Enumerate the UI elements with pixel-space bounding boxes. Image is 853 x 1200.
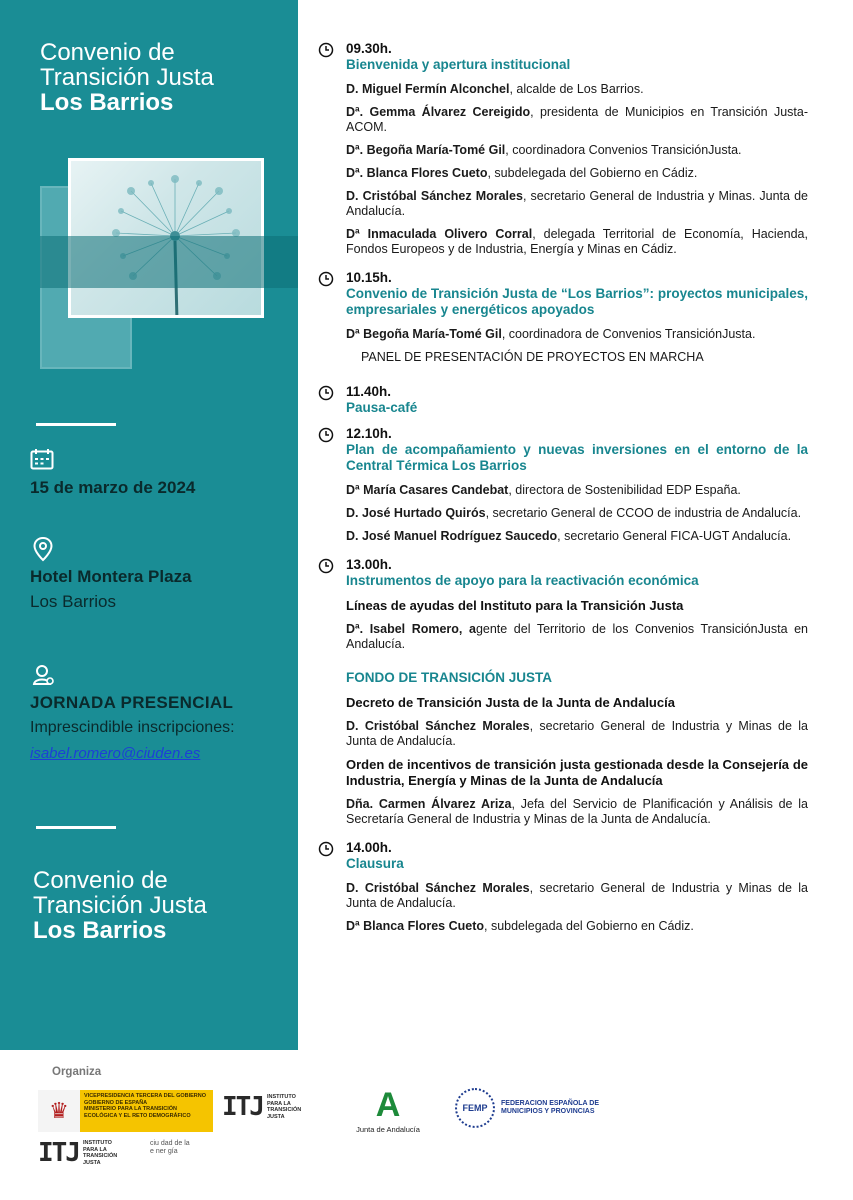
session-time: 13.00h. — [346, 557, 392, 572]
image-band — [40, 236, 298, 288]
divider-top — [36, 423, 116, 426]
femp-text: FEDERACION ESPAÑOLA DE MUNICIPIOS Y PROVINCIAS — [501, 1100, 600, 1115]
femp-mark: FEMP — [455, 1088, 495, 1128]
femp-logo — [455, 1088, 601, 1128]
speaker-name: Dª Inmaculada Olivero Corral — [346, 227, 533, 241]
speaker-name: D. Cristóbal Sánchez Morales — [346, 881, 530, 895]
speaker-role: , secretario General de Industria y Minas. Junta de Andalucía. — [346, 189, 808, 218]
speaker-name: Dª Begoña María-Tomé Gil — [346, 327, 502, 341]
session-1015 — [318, 269, 808, 365]
speaker-name: Dña. Carmen Álvarez Ariza — [346, 797, 512, 811]
session-1300 — [318, 556, 808, 827]
venue-name: Hotel Montera Plaza — [30, 567, 192, 586]
clock-icon — [318, 42, 334, 58]
session-title: Plan de acompañamiento y nuevas inversiones en el entorno de la Central Térmica Los Barrios — [346, 442, 808, 473]
itj-text: INSTITUTO PARA LA TRANSICIÓN JUSTA — [266, 1094, 302, 1120]
ciudad-text: ciu dad de la e ner gía — [150, 1140, 190, 1155]
speaker-role: , coordinadora de Convenios TransiciónJusta. — [501, 327, 756, 341]
speaker-entry — [346, 919, 808, 934]
panel-note: PANEL DE PRESENTACIÓN DE PROYECTOS EN MARCHA — [361, 350, 704, 364]
speaker-role: , subdelegada del Gobierno en Cádiz. — [484, 919, 694, 933]
speaker-entry — [346, 622, 808, 652]
spain-shield-icon: ♛ — [38, 1090, 80, 1132]
speaker-role: , secretario General de Industria y Minas de la Junta de Andalucía. — [346, 881, 808, 910]
program-agenda — [318, 40, 808, 942]
speaker-name: D. Cristóbal Sánchez Morales — [346, 189, 523, 203]
divider-bottom — [36, 826, 116, 829]
sub-heading: Líneas de ayudas del Instituto para la Transición Justa — [346, 598, 684, 613]
ministerio-text: MINISTERIO PARA LA TRANSICIÓN ECOLÓGICA Y EL RETO DEMOGRÁFICO — [84, 1106, 191, 1119]
speaker-name: D. Miguel Fermín Alconchel — [346, 82, 510, 96]
speaker-role: , secretario General de CCOO de industria de Andalucía. — [485, 506, 802, 520]
session-1400 — [318, 839, 808, 934]
title2-line-2: Transición Justa — [33, 892, 207, 919]
speaker-role: , secretario General de Industria y Minas de la Junta de Andalucía. — [346, 719, 808, 748]
speaker-entry — [346, 166, 808, 181]
junta-andalucia-logo — [352, 1088, 424, 1134]
speaker-entry — [346, 529, 808, 544]
calendar-icon — [30, 448, 54, 470]
speaker-entry — [346, 189, 808, 219]
speaker-entry — [346, 797, 808, 827]
session-title: Pausa-café — [346, 400, 418, 415]
clock-icon — [318, 841, 334, 857]
event-title-top — [40, 40, 214, 115]
speaker-name: D. José Manuel Rodríguez Saucedo — [346, 529, 558, 543]
speaker-name: D. Cristóbal Sánchez Morales — [346, 719, 530, 733]
title-line-1: Convenio de — [40, 39, 175, 66]
gobierno-text: GOBIERNO DE ESPAÑA — [84, 1099, 148, 1106]
speaker-role: gente del Territorio de los Convenios TransiciónJusta en Andalucía. — [346, 622, 808, 651]
speaker-entry — [346, 881, 808, 911]
ministry-banner — [80, 1090, 213, 1132]
dandelion-image — [40, 158, 298, 373]
speaker-name: Dª. Begoña María-Tomé Gil — [346, 143, 506, 157]
session-0930 — [318, 40, 808, 257]
attendance-type: JORNADA PRESENCIAL — [30, 693, 234, 712]
speaker-role: , alcalde de Los Barrios. — [509, 82, 644, 96]
speaker-entry — [346, 719, 808, 749]
organizer-label: Organiza — [52, 1066, 102, 1078]
fund-heading: FONDO DE TRANSICIÓN JUSTA — [346, 670, 553, 685]
speaker-entry — [346, 506, 808, 521]
junta-mark: A — [375, 1086, 401, 1124]
session-1210 — [318, 425, 808, 544]
itj-mark: ITJ — [38, 1138, 79, 1168]
location-pin-icon — [32, 536, 54, 562]
session-title: Bienvenida y apertura institucional — [346, 57, 571, 72]
title2-line-1: Convenio de — [33, 867, 168, 894]
speaker-role: , subdelegada del Gobierno en Cádiz. — [487, 166, 698, 180]
clock-icon — [318, 271, 334, 287]
title2-line-3: Los Barrios — [33, 917, 167, 944]
speaker-entry — [346, 105, 808, 135]
speaker-entry — [346, 483, 808, 498]
speaker-entry — [346, 143, 808, 158]
clock-icon — [318, 427, 334, 443]
clock-icon — [318, 558, 334, 574]
title-line-2: Transición Justa — [40, 64, 214, 91]
speaker-entry — [346, 327, 808, 342]
itj-logo — [222, 1094, 307, 1120]
sub-heading: Orden de incentivos de transición justa gestionada desde la Consejería de Industria, Energía y Minas de la Junta de Andalucía — [346, 757, 808, 788]
speaker-name: Dª María Casares Candebat — [346, 483, 509, 497]
session-time: 11.40h. — [346, 384, 392, 399]
session-title: Clausura — [346, 856, 404, 871]
speaker-role: , coordinadora Convenios TransiciónJusta. — [505, 143, 742, 157]
speaker-entry — [346, 227, 808, 257]
speaker-name: Dª Blanca Flores Cueto — [346, 919, 484, 933]
session-time: 14.00h. — [346, 840, 392, 855]
venue-city: Los Barrios — [30, 592, 116, 611]
itj-logo-secondary — [38, 1140, 123, 1166]
itj-text: INSTITUTO PARA LA TRANSICIÓN JUSTA — [82, 1140, 118, 1166]
person-icon — [32, 663, 56, 687]
registration-note: Imprescindible inscripciones: — [30, 719, 235, 736]
speaker-entry — [346, 82, 808, 97]
ciudad-energia-logo — [150, 1140, 190, 1155]
junta-text: Junta de Andalucía — [356, 1125, 420, 1134]
speaker-name: Dª. Isabel Romero, a — [346, 622, 476, 636]
session-1140 — [318, 383, 808, 416]
speaker-role: , presidenta de Municipios en Transición Justa-ACOM. — [346, 105, 808, 134]
session-time: 10.15h. — [346, 270, 392, 285]
speaker-name: Dª. Blanca Flores Cueto — [346, 166, 488, 180]
speaker-name: Dª. Gemma Álvarez Cereigido — [346, 105, 531, 119]
sub-heading: Decreto de Transición Justa de la Junta de Andalucía — [346, 695, 675, 710]
speaker-role: , delegada Territorial de Economía, Hacienda, Fondos Europeos y de Industria, Energía y Minas en Cádiz. — [346, 227, 808, 256]
left-panel — [0, 0, 298, 1050]
speaker-role: , directora de Sostenibilidad EDP España. — [508, 483, 741, 497]
session-title: Convenio de Transición Justa de “Los Barrios”: proyectos municipales, empresariales y energéticos apoyados — [346, 286, 808, 317]
clock-icon — [318, 385, 334, 401]
speaker-name: D. José Hurtado Quirós — [346, 506, 486, 520]
session-title: Instrumentos de apoyo para la reactivación económica — [346, 573, 699, 588]
title-line-3: Los Barrios — [40, 89, 174, 116]
session-time: 12.10h. — [346, 426, 392, 441]
speaker-role: , Jefa del Servicio de Planificación y Análisis de la Secretaría General de Industria y Minas de la Junta de Andalucía. — [346, 797, 809, 826]
gobierno-espana-logo — [38, 1090, 213, 1132]
event-date: 15 de marzo de 2024 — [30, 478, 196, 497]
registration-email-link[interactable]: isabel.romero@ciuden.es — [30, 745, 201, 762]
event-title-bottom — [33, 868, 207, 943]
itj-mark: ITJ — [222, 1092, 263, 1122]
vice-text: VICEPRESIDENCIA TERCERA DEL GOBIERNO — [84, 1093, 207, 1099]
session-time: 09.30h. — [346, 41, 392, 56]
speaker-role: , secretario General FICA-UGT Andalucía. — [557, 529, 792, 543]
